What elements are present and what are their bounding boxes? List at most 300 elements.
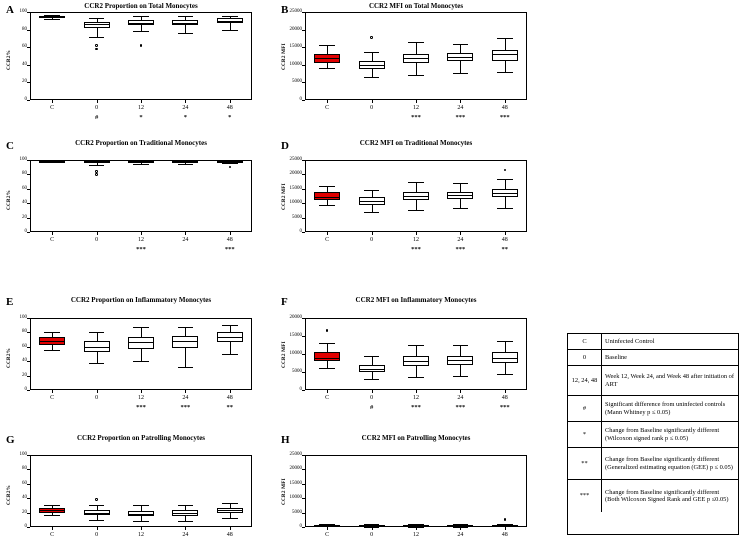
y-tick-label: 25000 bbox=[289, 452, 302, 457]
whisker-upper bbox=[416, 345, 417, 356]
x-tick-mark bbox=[327, 100, 328, 103]
y-tick-label: 60 bbox=[22, 343, 27, 349]
significance-marker: * bbox=[183, 114, 188, 121]
y-tick-label: 100 bbox=[19, 315, 27, 320]
median-line bbox=[128, 23, 154, 24]
legend-key: # bbox=[568, 396, 602, 421]
panel-title-e: CCR2 Proportion on Inflammatory Monocytes bbox=[70, 296, 212, 304]
y-tick-label: 100 bbox=[19, 157, 27, 162]
y-tick-mark bbox=[302, 203, 305, 204]
y-tick-label: 10000 bbox=[289, 200, 302, 206]
whisker-cap-upper bbox=[89, 18, 105, 19]
whisker-upper bbox=[230, 325, 231, 332]
whisker-cap-upper bbox=[453, 44, 469, 45]
y-tick-mark bbox=[27, 82, 30, 83]
y-tick-label: 60 bbox=[22, 44, 27, 50]
x-tick-mark bbox=[52, 390, 53, 393]
y-tick-label: 40 bbox=[22, 61, 27, 67]
median-line bbox=[128, 514, 154, 515]
whisker-lower bbox=[372, 205, 373, 212]
legend-key: *** bbox=[568, 480, 602, 512]
y-tick-mark bbox=[27, 376, 30, 377]
whisker-cap-lower bbox=[497, 72, 513, 73]
y-tick-mark bbox=[302, 354, 305, 355]
whisker-cap-lower bbox=[89, 165, 105, 166]
whisker-cap-upper bbox=[133, 16, 149, 17]
y-tick-mark bbox=[27, 318, 30, 319]
x-tick-label: 12 bbox=[138, 395, 144, 401]
x-tick-label: 0 bbox=[370, 395, 374, 401]
x-tick-mark bbox=[97, 232, 98, 235]
whisker-cap-upper bbox=[222, 503, 238, 504]
y-tick-label: 25000 bbox=[289, 157, 302, 162]
x-tick-label: 24 bbox=[182, 395, 189, 401]
y-tick-mark bbox=[302, 12, 305, 13]
y-tick-mark bbox=[27, 390, 30, 391]
y-tick-mark bbox=[302, 372, 305, 373]
significance-marker: *** bbox=[180, 404, 191, 411]
whisker-cap-lower bbox=[408, 210, 424, 211]
whisker-cap-upper bbox=[178, 327, 194, 328]
y-tick-mark bbox=[302, 100, 305, 101]
y-tick-label: 15000 bbox=[289, 185, 302, 191]
y-tick-label: 15000 bbox=[289, 333, 302, 338]
whisker-upper bbox=[460, 183, 461, 192]
x-tick-mark bbox=[97, 100, 98, 103]
whisker-cap-upper bbox=[453, 345, 469, 346]
x-tick-label: 48 bbox=[501, 395, 508, 401]
whisker-upper bbox=[505, 179, 506, 189]
whisker-upper bbox=[97, 332, 98, 341]
whisker-cap-lower bbox=[222, 163, 238, 164]
x-tick-label: 0 bbox=[95, 237, 99, 243]
whisker-cap-upper bbox=[319, 45, 335, 46]
significance-marker: *** bbox=[499, 404, 510, 411]
y-tick-mark bbox=[27, 12, 30, 13]
y-tick-mark bbox=[302, 47, 305, 48]
legend-description: Uninfected Control bbox=[605, 337, 655, 345]
whisker-cap-upper bbox=[408, 42, 424, 43]
median-line bbox=[39, 341, 65, 342]
x-tick-label: C bbox=[325, 395, 330, 401]
y-tick-label: 40 bbox=[22, 358, 27, 364]
whisker-cap-upper bbox=[319, 343, 335, 344]
whisker-cap-lower bbox=[408, 377, 424, 378]
y-tick-mark bbox=[302, 218, 305, 219]
x-tick-mark bbox=[416, 232, 417, 235]
y-tick-mark bbox=[27, 203, 30, 204]
whisker-cap-upper bbox=[89, 505, 105, 506]
panel-title-c: CCR2 Proportion on Traditional Monocytes bbox=[75, 139, 207, 147]
box bbox=[172, 336, 198, 348]
y-tick-label: 60 bbox=[22, 480, 27, 486]
x-tick-mark bbox=[230, 100, 231, 103]
median-line bbox=[359, 369, 385, 370]
whisker-upper bbox=[372, 190, 373, 197]
y-tick-mark bbox=[302, 527, 305, 528]
whisker-cap-lower bbox=[133, 521, 149, 522]
whisker-lower bbox=[372, 69, 373, 77]
whisker-upper bbox=[327, 343, 328, 352]
whisker-cap-upper bbox=[497, 38, 513, 39]
x-tick-label: C bbox=[50, 237, 55, 243]
whisker-lower bbox=[460, 199, 461, 209]
whisker-lower bbox=[460, 61, 461, 72]
significance-marker: * bbox=[139, 114, 143, 121]
whisker-lower bbox=[327, 361, 328, 368]
significance-marker: * bbox=[228, 114, 232, 121]
whisker-lower bbox=[141, 349, 142, 361]
whisker-lower bbox=[505, 197, 506, 207]
median-line bbox=[128, 342, 154, 343]
median-line bbox=[492, 54, 518, 55]
significance-marker: *** bbox=[455, 246, 466, 253]
whisker-cap-upper bbox=[178, 16, 194, 17]
legend-row bbox=[568, 480, 738, 512]
box bbox=[492, 50, 518, 61]
y-tick-label: 15000 bbox=[289, 480, 302, 486]
y-tick-mark bbox=[27, 498, 30, 499]
whisker-upper bbox=[460, 345, 461, 356]
x-tick-mark bbox=[327, 232, 328, 235]
y-tick-mark bbox=[27, 332, 30, 333]
x-tick-label: 0 bbox=[370, 105, 374, 111]
x-tick-label: 0 bbox=[370, 237, 374, 243]
median-line bbox=[492, 525, 518, 526]
x-tick-mark bbox=[416, 100, 417, 103]
legend-row bbox=[568, 350, 738, 366]
y-tick-mark bbox=[302, 484, 305, 485]
whisker-cap-upper bbox=[408, 345, 424, 346]
x-tick-mark bbox=[460, 390, 461, 393]
x-tick-label: 48 bbox=[226, 532, 233, 538]
y-tick-label: 0 bbox=[24, 524, 27, 529]
y-tick-label: 0 bbox=[299, 524, 302, 529]
x-tick-label: 24 bbox=[457, 237, 464, 243]
y-tick-label: 0 bbox=[299, 387, 302, 392]
x-tick-mark bbox=[52, 527, 53, 530]
whisker-lower bbox=[185, 25, 186, 33]
y-tick-mark bbox=[302, 174, 305, 175]
y-tick-mark bbox=[302, 513, 305, 514]
whisker-cap-lower bbox=[222, 354, 238, 355]
median-line bbox=[172, 23, 198, 24]
whisker-lower bbox=[505, 363, 506, 374]
significance-marker: *** bbox=[411, 246, 421, 253]
y-tick-label: 25000 bbox=[289, 9, 302, 14]
y-tick-label: 0 bbox=[24, 229, 27, 234]
significance-marker: *** bbox=[224, 246, 235, 253]
whisker-cap-lower bbox=[44, 515, 60, 516]
median-line bbox=[314, 358, 340, 359]
median-line bbox=[217, 161, 243, 162]
panel-title-g: CCR2 Proportion on Patrolling Monocytes bbox=[76, 434, 206, 442]
legend-row bbox=[568, 396, 738, 422]
median-line bbox=[492, 358, 518, 359]
whisker-cap-upper bbox=[44, 332, 60, 333]
x-tick-mark bbox=[52, 100, 53, 103]
significance-marker: *** bbox=[455, 404, 466, 411]
median-line bbox=[447, 360, 473, 361]
y-tick-label: 15000 bbox=[289, 44, 302, 50]
whisker-cap-lower bbox=[319, 68, 335, 69]
y-axis-label-b: CCR2 MFI bbox=[281, 43, 287, 70]
x-tick-mark bbox=[372, 100, 373, 103]
median-line bbox=[359, 65, 385, 66]
legend-key: ** bbox=[568, 448, 602, 479]
whisker-cap-lower bbox=[178, 164, 194, 165]
median-line bbox=[84, 347, 110, 348]
x-tick-label: 24 bbox=[457, 532, 464, 538]
whisker-cap-lower bbox=[319, 368, 335, 369]
legend-description: Change from Baseline significantly different (Generalized estimating equation (GEE) p ≤ 0.05) bbox=[605, 456, 733, 471]
plot-area-h bbox=[305, 455, 527, 527]
median-line bbox=[172, 341, 198, 342]
y-tick-mark bbox=[27, 189, 30, 190]
significance-marker: *** bbox=[411, 404, 421, 411]
significance-marker: *** bbox=[455, 114, 466, 121]
whisker-cap-lower bbox=[497, 208, 513, 209]
x-tick-mark bbox=[460, 232, 461, 235]
y-tick-label: 0 bbox=[299, 97, 302, 102]
whisker-cap-lower bbox=[453, 73, 469, 74]
whisker-lower bbox=[416, 200, 417, 211]
y-tick-mark bbox=[302, 336, 305, 337]
y-tick-label: 0 bbox=[24, 387, 27, 392]
whisker-upper bbox=[460, 44, 461, 54]
x-tick-label: C bbox=[325, 105, 330, 111]
median-line bbox=[84, 24, 110, 25]
y-tick-mark bbox=[302, 318, 305, 319]
y-tick-label: 20 bbox=[22, 79, 27, 85]
x-tick-mark bbox=[141, 100, 142, 103]
whisker-cap-upper bbox=[222, 16, 238, 17]
x-tick-label: 48 bbox=[226, 105, 233, 111]
whisker-cap-upper bbox=[453, 183, 469, 184]
y-tick-mark bbox=[27, 65, 30, 66]
x-tick-mark bbox=[230, 527, 231, 530]
legend-key: C bbox=[568, 334, 602, 349]
median-line bbox=[492, 193, 518, 194]
whisker-cap-lower bbox=[44, 350, 60, 351]
whisker-cap-lower bbox=[453, 208, 469, 209]
whisker-lower bbox=[230, 342, 231, 354]
y-tick-label: 20 bbox=[22, 509, 27, 515]
whisker-cap-lower bbox=[89, 520, 105, 521]
y-tick-mark bbox=[27, 513, 30, 514]
whisker-upper bbox=[141, 327, 142, 337]
y-tick-mark bbox=[302, 469, 305, 470]
x-tick-label: 48 bbox=[501, 532, 508, 538]
x-tick-label: 12 bbox=[413, 532, 419, 538]
legend-row bbox=[568, 448, 738, 480]
panel-letter-g: G bbox=[6, 434, 15, 446]
whisker-cap-lower bbox=[222, 30, 238, 31]
x-tick-mark bbox=[97, 390, 98, 393]
x-tick-label: 24 bbox=[182, 532, 189, 538]
whisker-cap-lower bbox=[178, 521, 194, 522]
whisker-cap-upper bbox=[497, 179, 513, 180]
x-tick-mark bbox=[230, 232, 231, 235]
significance-marker: # bbox=[94, 114, 99, 121]
y-tick-mark bbox=[27, 527, 30, 528]
y-tick-label: 5000 bbox=[292, 509, 302, 515]
y-axis-label-h: CCR2 MFI bbox=[281, 478, 287, 505]
x-tick-label: 12 bbox=[413, 237, 419, 243]
significance-marker: *** bbox=[136, 246, 146, 253]
whisker-lower bbox=[416, 366, 417, 378]
whisker-upper bbox=[372, 52, 373, 60]
legend-description: Week 12, Week 24, and Week 48 after initiation of ART bbox=[605, 373, 735, 388]
x-tick-mark bbox=[185, 100, 186, 103]
whisker-cap-upper bbox=[364, 190, 380, 191]
y-axis-label-g: CCR2% bbox=[6, 484, 12, 505]
legend-description: Change from Baseline significantly different (Wilcoxon signed rank p ≤ 0.05) bbox=[605, 427, 720, 442]
x-tick-mark bbox=[141, 390, 142, 393]
whisker-cap-upper bbox=[133, 505, 149, 506]
significance-marker: # bbox=[369, 404, 374, 411]
whisker-cap-upper bbox=[133, 327, 149, 328]
whisker-cap-upper bbox=[178, 505, 194, 506]
y-tick-mark bbox=[302, 30, 305, 31]
median-line bbox=[314, 197, 340, 198]
median-line bbox=[39, 510, 65, 511]
y-tick-mark bbox=[27, 469, 30, 470]
whisker-upper bbox=[505, 38, 506, 50]
whisker-cap-lower bbox=[44, 19, 60, 20]
x-tick-label: 0 bbox=[370, 532, 374, 538]
x-tick-label: 48 bbox=[501, 105, 508, 111]
significance-marker: *** bbox=[499, 114, 510, 121]
median-line bbox=[172, 513, 198, 514]
whisker-cap-upper bbox=[319, 186, 335, 187]
x-tick-label: 24 bbox=[182, 237, 189, 243]
outlier-point bbox=[95, 44, 97, 46]
y-tick-mark bbox=[302, 82, 305, 83]
x-tick-label: 48 bbox=[226, 395, 233, 401]
median-line bbox=[403, 58, 429, 59]
y-tick-label: 5000 bbox=[292, 214, 302, 220]
median-line bbox=[84, 513, 110, 514]
y-tick-label: 20000 bbox=[289, 315, 302, 320]
whisker-lower bbox=[185, 348, 186, 367]
x-tick-mark bbox=[141, 232, 142, 235]
legend-row bbox=[568, 366, 738, 396]
median-line bbox=[359, 526, 385, 527]
x-tick-label: 0 bbox=[95, 105, 99, 111]
whisker-cap-upper bbox=[364, 52, 380, 53]
y-tick-mark bbox=[302, 232, 305, 233]
whisker-cap-upper bbox=[89, 332, 105, 333]
median-line bbox=[359, 201, 385, 202]
x-tick-label: 12 bbox=[413, 105, 419, 111]
y-tick-mark bbox=[302, 455, 305, 456]
y-tick-label: 100 bbox=[19, 452, 27, 457]
x-tick-label: 12 bbox=[138, 532, 144, 538]
panel-letter-e: E bbox=[6, 296, 14, 308]
x-tick-label: C bbox=[325, 532, 330, 538]
plot-area-c bbox=[30, 160, 252, 232]
whisker-upper bbox=[505, 341, 506, 352]
whisker-lower bbox=[372, 372, 373, 379]
y-tick-label: 0 bbox=[299, 229, 302, 234]
y-tick-label: 100 bbox=[19, 9, 27, 14]
y-tick-label: 80 bbox=[22, 171, 27, 177]
y-tick-label: 10000 bbox=[289, 495, 302, 501]
whisker-upper bbox=[185, 327, 186, 336]
significance-marker: ** bbox=[501, 246, 509, 253]
whisker-upper bbox=[416, 182, 417, 192]
y-tick-mark bbox=[27, 484, 30, 485]
y-tick-label: 5000 bbox=[292, 369, 302, 374]
y-tick-mark bbox=[27, 30, 30, 31]
whisker-cap-lower bbox=[364, 379, 380, 380]
y-tick-mark bbox=[302, 390, 305, 391]
x-tick-mark bbox=[416, 390, 417, 393]
x-tick-label: 48 bbox=[226, 237, 233, 243]
y-axis-label-a: CCR2% bbox=[6, 49, 12, 70]
x-tick-mark bbox=[185, 232, 186, 235]
panel-letter-f: F bbox=[281, 296, 288, 308]
x-tick-label: 12 bbox=[138, 237, 144, 243]
y-tick-label: 40 bbox=[22, 495, 27, 501]
y-tick-mark bbox=[27, 100, 30, 101]
y-tick-mark bbox=[302, 189, 305, 190]
whisker-upper bbox=[327, 45, 328, 53]
median-line bbox=[447, 195, 473, 196]
panel-letter-h: H bbox=[281, 434, 290, 446]
y-tick-mark bbox=[27, 455, 30, 456]
whisker-lower bbox=[505, 61, 506, 72]
x-tick-mark bbox=[372, 232, 373, 235]
y-tick-mark bbox=[302, 65, 305, 66]
x-tick-mark bbox=[460, 100, 461, 103]
y-tick-mark bbox=[302, 160, 305, 161]
y-tick-mark bbox=[27, 347, 30, 348]
y-tick-mark bbox=[27, 47, 30, 48]
panel-letter-d: D bbox=[281, 140, 289, 152]
x-tick-mark bbox=[505, 390, 506, 393]
whisker-cap-upper bbox=[497, 341, 513, 342]
y-axis-label-f: CCR2 MFI bbox=[281, 341, 287, 368]
y-tick-label: 80 bbox=[22, 26, 27, 32]
median-line bbox=[128, 161, 154, 162]
whisker-cap-upper bbox=[44, 505, 60, 506]
y-tick-mark bbox=[27, 174, 30, 175]
x-tick-mark bbox=[97, 527, 98, 530]
y-tick-label: 10000 bbox=[289, 351, 302, 356]
significance-marker: *** bbox=[411, 114, 421, 121]
whisker-cap-lower bbox=[222, 518, 238, 519]
y-axis-label-c: CCR2% bbox=[6, 189, 12, 210]
y-tick-mark bbox=[27, 361, 30, 362]
y-tick-label: 20 bbox=[22, 214, 27, 220]
y-tick-mark bbox=[27, 160, 30, 161]
box bbox=[128, 337, 154, 349]
outlier-point bbox=[504, 518, 506, 520]
x-tick-label: C bbox=[50, 395, 55, 401]
panel-letter-c: C bbox=[6, 140, 14, 152]
median-line bbox=[403, 196, 429, 197]
x-tick-mark bbox=[505, 232, 506, 235]
outlier-point bbox=[370, 36, 372, 38]
whisker-upper bbox=[416, 42, 417, 54]
x-tick-label: 24 bbox=[457, 395, 464, 401]
whisker-lower bbox=[460, 365, 461, 376]
y-tick-mark bbox=[302, 498, 305, 499]
median-line bbox=[403, 526, 429, 527]
legend-description: Change from Baseline significantly different (Both Wilcoxon Signed Rank and GEE p ≤0.05) bbox=[605, 488, 729, 503]
